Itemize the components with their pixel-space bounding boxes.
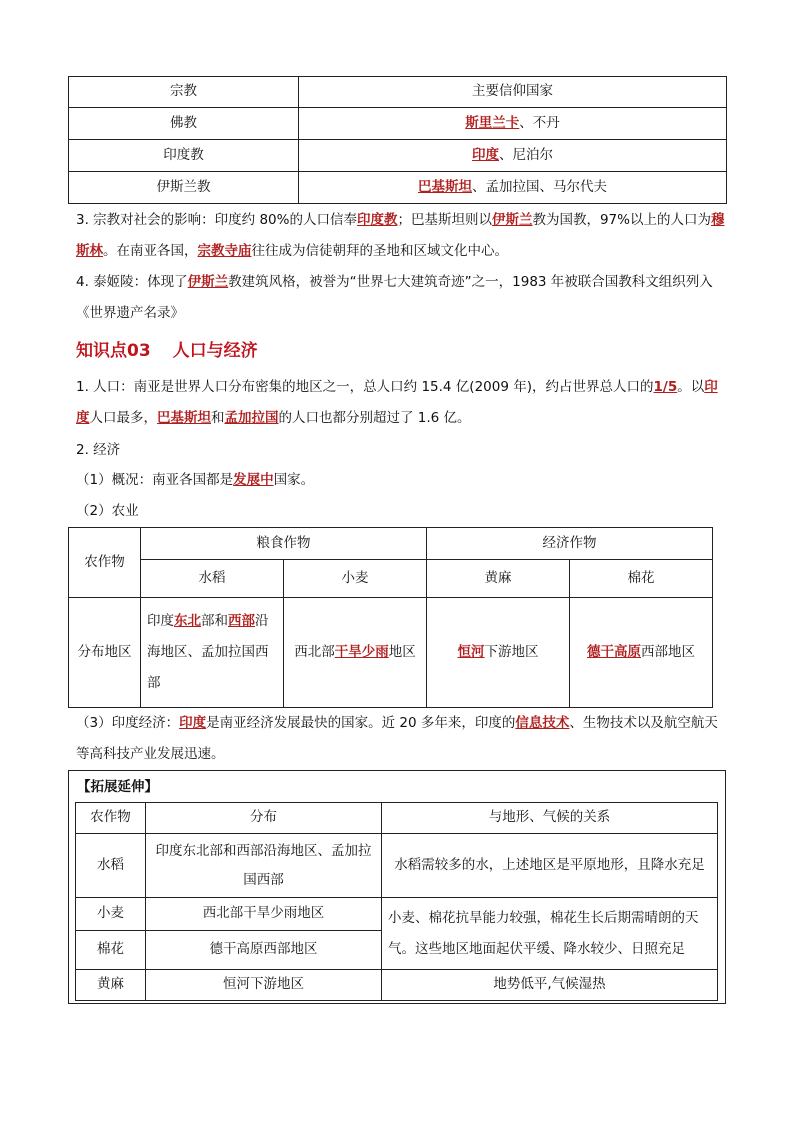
table-row [76, 834, 718, 898]
rice-header: 水稻 [141, 560, 284, 598]
religion-header: 宗教 [69, 77, 299, 108]
religion-cell: 伊斯兰教 [69, 172, 299, 204]
jute-header: 黄麻 [427, 560, 570, 598]
ext-relation-cell: 水稻需较多的水，上述地区是平原地形，且降水充足 [382, 834, 718, 898]
rice-distribution: 印度东北部和西部沿海地区、孟加拉国西部 [141, 598, 284, 708]
table-row [76, 898, 718, 931]
religion-table [68, 76, 727, 204]
ext-crop-cell: 水稻 [76, 834, 146, 898]
ext-distribution-cell: 西北部干旱少雨地区 [146, 898, 382, 931]
religion-impact-paragraph: 3. 宗教对社会的影响：印度约 80%的人口信奉印度教；巴基斯坦则以伊斯兰教为国教，97%以上的人口为穆斯林。在南亚各国，宗教寺庙往往成为信徒朝拜的圣地和区域文化中心。 [76, 212, 725, 259]
crop-label: 农作物 [69, 528, 141, 598]
economy-title: 2. 经济 [76, 442, 121, 458]
cotton-distribution: 德干高原西部地区 [570, 598, 713, 708]
extension-table [75, 802, 718, 1001]
jute-distribution: 恒河下游地区 [427, 598, 570, 708]
ext-crop-header: 农作物 [76, 803, 146, 834]
agriculture-title: （2）农业 [76, 503, 139, 519]
overview-paragraph: （1）概况：南亚各国都是发展中国家。 [76, 472, 315, 488]
table-row [69, 108, 727, 140]
religion-cell: 佛教 [69, 108, 299, 140]
wheat-header: 小麦 [284, 560, 427, 598]
ext-distribution-header: 分布 [146, 803, 382, 834]
ext-relation-header: 与地形、气候的关系 [382, 803, 718, 834]
religion-cell: 印度教 [69, 140, 299, 172]
countries-cell: 巴基斯坦、孟加拉国、马尔代夫 [299, 172, 727, 204]
ext-crop-cell: 黄麻 [76, 970, 146, 1001]
ext-distribution-cell: 德干高原西部地区 [146, 931, 382, 970]
extension-title: 【拓展延伸】 [77, 779, 158, 795]
countries-cell: 斯里兰卡、不丹 [299, 108, 727, 140]
crop-table [68, 527, 713, 708]
ext-relation-cell: 小麦、棉花抗旱能力较强，棉花生长后期需晴朗的天气。这些地区地面起伏平缓、降水较少、日照充足 [382, 898, 718, 970]
ext-crop-cell: 小麦 [76, 898, 146, 931]
table-row [69, 172, 727, 204]
population-paragraph: 1. 人口：南亚是世界人口分布密集的地区之一，总人口约 15.4 亿(2009 年)，约占世界总人口的1/5。以印度人口最多，巴基斯坦和孟加拉国的人口也都分别超过了 1.6 亿。 [76, 379, 718, 426]
grain-header: 粮食作物 [141, 528, 427, 560]
ext-distribution-cell: 恒河下游地区 [146, 970, 382, 1001]
ext-distribution-cell: 印度东北部和西部沿海地区、孟加拉国西部 [146, 834, 382, 898]
ext-crop-cell: 棉花 [76, 931, 146, 970]
table-row [69, 140, 727, 172]
countries-header: 主要信仰国家 [299, 77, 727, 108]
distribution-label: 分布地区 [69, 598, 141, 708]
countries-cell: 印度、尼泊尔 [299, 140, 727, 172]
section-heading: 知识点03 人口与经济 [76, 341, 258, 361]
ext-relation-cell: 地势低平,气候湿热 [382, 970, 718, 1001]
india-economy-paragraph: （3）印度经济：印度是南亚经济发展最快的国家。近 20 多年来，印度的信息技术、生物技术以及航空航天等高科技产业发展迅速。 [76, 715, 718, 762]
wheat-distribution: 西北部干旱少雨地区 [284, 598, 427, 708]
table-row [76, 970, 718, 1001]
cotton-header: 棉花 [570, 560, 713, 598]
taj-mahal-paragraph: 4. 泰姬陵：体现了伊斯兰教建筑风格，被誉为“世界七大建筑奇迹”之一，1983 年被联合国教科文组织列入《世界遗产名录》 [76, 274, 713, 321]
cash-header: 经济作物 [427, 528, 713, 560]
